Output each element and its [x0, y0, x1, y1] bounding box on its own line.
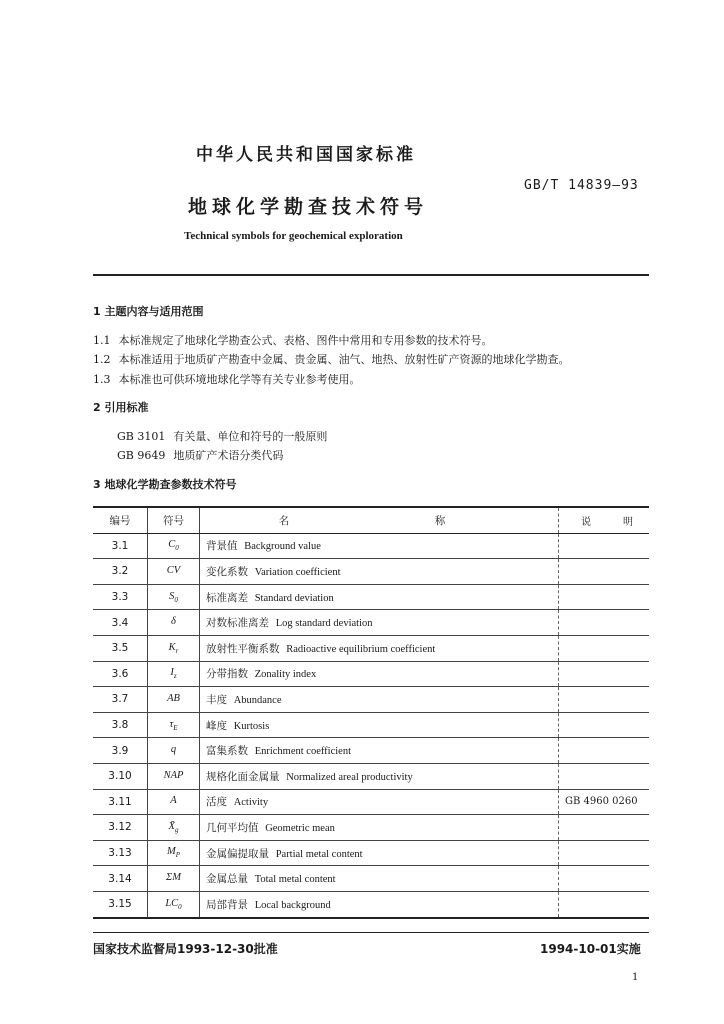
table-header-row — [93, 507, 649, 533]
row-number: 3.11 — [93, 789, 148, 815]
clause-text: 本标准也可供环境地球化学等有关专业参考使用。 — [118, 373, 361, 386]
row-number: 3.13 — [93, 840, 148, 866]
row-number: 3.10 — [93, 763, 148, 789]
row-symbol: $\tau_E$ — [148, 712, 200, 738]
row-remarks — [559, 661, 650, 687]
name-cn: 丰度 — [206, 693, 227, 706]
row-name — [200, 712, 559, 738]
table-row — [93, 559, 649, 585]
column-header-number: 编号 — [93, 507, 148, 533]
name-cn: 峰度 — [206, 719, 227, 732]
name-en: Total metal content — [254, 874, 336, 886]
header-divider — [93, 274, 649, 276]
name-cn: 几何平均值 — [206, 821, 259, 834]
name-cn: 规格化面金属量 — [206, 770, 280, 783]
name-cn: 金属总量 — [206, 873, 248, 886]
row-number: 3.2 — [93, 559, 148, 585]
row-remarks — [559, 815, 650, 841]
row-number: 3.5 — [93, 635, 148, 661]
approval-info: 国家技术监督局1993-12-30批准 — [93, 942, 278, 956]
name-cn: 局部背景 — [206, 898, 248, 911]
reference-code: GB 9649 — [117, 449, 166, 462]
row-symbol: $X̄_g$ — [148, 815, 200, 841]
clause-1-3 — [93, 371, 361, 387]
row-remarks — [559, 610, 650, 636]
column-header-symbol: 符号 — [148, 507, 200, 533]
column-header-name: 名 称 — [200, 507, 559, 533]
row-remarks — [559, 559, 650, 585]
section-2-heading: 2 引用标准 — [93, 401, 149, 414]
name-en: Variation coefficient — [254, 566, 341, 578]
table-row — [93, 840, 649, 866]
name-cn: 金属偏提取量 — [206, 847, 269, 860]
row-symbol: CV — [148, 559, 200, 585]
row-number: 3.9 — [93, 738, 148, 764]
row-remarks: GB 4960 0260 — [559, 789, 650, 815]
row-name — [200, 584, 559, 610]
table-row — [93, 584, 649, 610]
table-row — [93, 789, 649, 815]
table-row — [93, 661, 649, 687]
table-row — [93, 635, 649, 661]
row-symbol: $LC_0$ — [148, 891, 200, 917]
row-name — [200, 866, 559, 892]
row-symbol: $K_r$ — [148, 635, 200, 661]
name-en: Kurtosis — [233, 720, 270, 732]
reference-code: GB 3101 — [117, 430, 166, 443]
row-symbol: δ — [148, 610, 200, 636]
section-3-heading: 3 地球化学勘查参数技术符号 — [93, 478, 237, 491]
row-remarks — [559, 533, 650, 559]
column-header-remarks: 说 明 — [559, 507, 650, 533]
name-cn: 标准离差 — [206, 591, 248, 604]
name-cn: 变化系数 — [206, 565, 248, 578]
row-number: 3.12 — [93, 815, 148, 841]
table-row — [93, 533, 649, 559]
name-en: Local background — [254, 899, 331, 911]
row-number: 3.15 — [93, 891, 148, 917]
row-number: 3.14 — [93, 866, 148, 892]
name-cn: 背景值 — [206, 540, 238, 553]
clause-text: 本标准规定了地球化学勘查公式、表格、图件中常用和专用参数的技术符号。 — [118, 334, 493, 347]
section-1-heading: 1 主题内容与适用范围 — [93, 305, 204, 318]
row-symbol: $C_0$ — [148, 533, 200, 559]
clause-number: 1.3 — [93, 373, 111, 386]
row-number: 3.7 — [93, 687, 148, 713]
row-name — [200, 840, 559, 866]
row-name — [200, 763, 559, 789]
document-title-cn: 地球化学勘查技术符号 — [188, 196, 429, 218]
clause-number: 1.1 — [93, 334, 111, 347]
reference-item — [117, 428, 327, 444]
row-name — [200, 533, 559, 559]
name-en: Background value — [244, 541, 321, 553]
row-number: 3.6 — [93, 661, 148, 687]
issuing-authority: 中华人民共和国国家标准 — [196, 145, 416, 165]
row-remarks — [559, 712, 650, 738]
row-symbol: ΣM — [148, 866, 200, 892]
document-title-en: Technical symbols for geochemical exploration — [184, 230, 403, 242]
row-remarks — [559, 738, 650, 764]
name-en: Geometric mean — [265, 822, 335, 834]
row-name — [200, 661, 559, 687]
name-en: Log standard deviation — [275, 618, 373, 630]
table-row — [93, 610, 649, 636]
table-row — [93, 815, 649, 841]
row-number: 3.8 — [93, 712, 148, 738]
row-symbol: AB — [148, 687, 200, 713]
row-symbol: $I_z$ — [148, 661, 200, 687]
name-cn: 放射性平衡系数 — [206, 642, 280, 655]
name-en: Zonality index — [254, 669, 317, 681]
clause-number: 1.2 — [93, 353, 111, 366]
row-remarks — [559, 687, 650, 713]
table-row — [93, 738, 649, 764]
row-name — [200, 815, 559, 841]
reference-title: 有关量、单位和符号的一般原则 — [173, 430, 328, 443]
table-row — [93, 712, 649, 738]
table-row — [93, 891, 649, 917]
row-symbol: $S_0$ — [148, 584, 200, 610]
row-name — [200, 559, 559, 585]
row-name — [200, 610, 559, 636]
name-cn: 活度 — [206, 796, 227, 809]
name-en: Abundance — [233, 694, 282, 706]
clause-1-2 — [93, 351, 570, 367]
name-en: Normalized areal productivity — [286, 771, 413, 783]
row-remarks — [559, 584, 650, 610]
row-name — [200, 635, 559, 661]
table-row — [93, 866, 649, 892]
row-name — [200, 687, 559, 713]
row-name — [200, 789, 559, 815]
row-remarks — [559, 763, 650, 789]
table-row — [93, 687, 649, 713]
row-symbol: A — [148, 789, 200, 815]
name-cn: 分带指数 — [206, 668, 248, 681]
row-remarks — [559, 840, 650, 866]
clause-text: 本标准适用于地质矿产勘查中金属、贵金属、油气、地热、放射性矿产资源的地球化学勘查。 — [118, 353, 570, 366]
row-remarks — [559, 635, 650, 661]
name-en: Enrichment coefficient — [254, 746, 351, 758]
parameter-symbol-table — [93, 506, 649, 919]
row-symbol: q — [148, 738, 200, 764]
row-remarks — [559, 891, 650, 917]
row-remarks — [559, 866, 650, 892]
row-number: 3.4 — [93, 610, 148, 636]
name-en: Standard deviation — [254, 592, 334, 604]
table-row — [93, 763, 649, 789]
footer-divider — [93, 932, 649, 933]
row-name — [200, 738, 559, 764]
name-cn: 富集系数 — [206, 745, 248, 758]
standard-number: GB/T 14839—93 — [524, 178, 639, 193]
name-en: Radioactive equilibrium coefficient — [286, 643, 436, 655]
row-number: 3.1 — [93, 533, 148, 559]
page-number: 1 — [632, 972, 639, 983]
effective-date: 1994-10-01实施 — [540, 942, 641, 956]
row-name — [200, 891, 559, 917]
row-number: 3.3 — [93, 584, 148, 610]
name-en: Partial metal content — [275, 848, 363, 860]
name-cn: 对数标准离差 — [206, 617, 269, 630]
reference-title: 地质矿产术语分类代码 — [173, 449, 284, 462]
row-symbol: NAP — [148, 763, 200, 789]
row-symbol: $M_P$ — [148, 840, 200, 866]
clause-1-1 — [93, 332, 493, 348]
reference-item — [117, 447, 283, 463]
name-en: Activity — [233, 797, 269, 809]
